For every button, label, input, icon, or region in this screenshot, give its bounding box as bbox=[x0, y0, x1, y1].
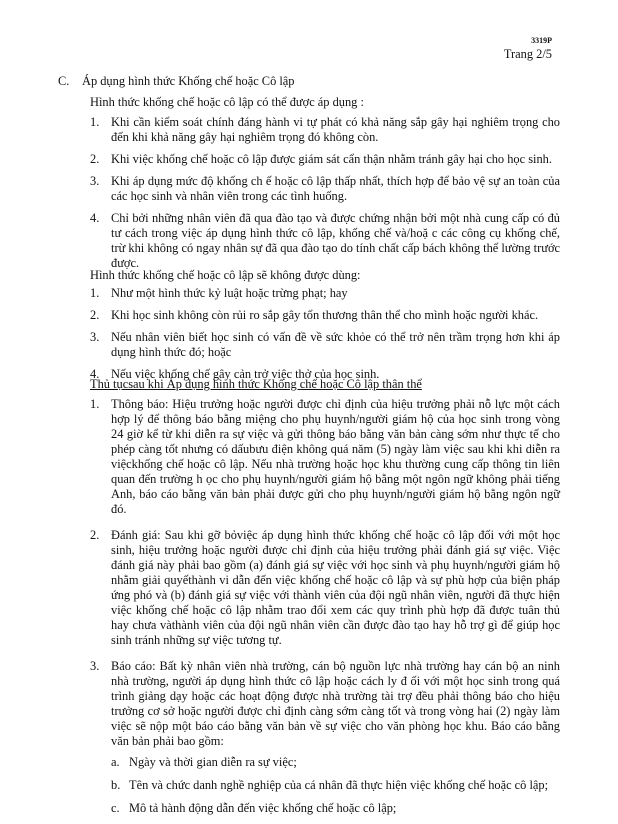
list-item: 1. Như một hình thức kỷ luật hoặc trừng phạt; hay bbox=[90, 286, 348, 300]
list-item: b. Tên và chức danh nghề nghiệp của cá nhân đã thực hiện việc khống chế hoặc cô lập; bbox=[111, 778, 549, 792]
list-item: 2. Đánh giá: Sau khi gỡ bỏviệc áp dụng hình thức khống chế hoặc cô lập đối với một học sinh, hiệu trưởng hoặc người được chỉ định của hiệu trưởng phải đánh giá sự việc. Việc đánh giá này phải bao gồm (a) đánh giá sự việc với học sinh và phụ huynh/người giám hộ nhằm giải quyếthành vi dẫn đến việc khống chế hoặc cô lập và sự phù hợp của biện pháp ứng phó và (b) đánh giá sự việc với thành viên của đội ngũ nhân viên, người đã thực hiện việc khống chế hoặc cô lập nhằm trao đổi xem các quy trình phù hợp đã được tuân thủ hay chưa vàthành viên của đội ngũ nhân viên cần được đào tạo hay hỗ trợ gì để giúp học sinh tránh những sự việc tương tự. bbox=[90, 528, 560, 647]
not-allowed-list bbox=[90, 286, 560, 389]
list-item-text: Khi áp dụng mức độ khống ch ế hoặc cô lập thấp nhất, thích hợp để bảo vệ sự an toàn của các học sinh và nhân viên trong các tình huống. bbox=[111, 174, 560, 203]
list-item-text: Nếu nhân viên biết học sinh có vấn đề về sức khỏe có thể trở nên trầm trọng hơn khi áp dụng hình thức đó; hoặc bbox=[111, 330, 560, 359]
list-item-text: Khi việc khống chế hoặc cô lập được giám sát cẩn thận nhằm tránh gây hại cho học sinh. bbox=[111, 152, 552, 166]
procedure-list bbox=[90, 397, 560, 824]
allowed-list bbox=[90, 115, 560, 278]
list-item-text: Đánh giá: Sau khi gỡ bỏviệc áp dụng hình thức khống chế hoặc cô lập đối với một học sinh, hiệu trưởng hoặc người được chỉ định của hiệu trưởng phải đánh giá sự việc. Việc đánh giá này phải bao gồm (a) đánh giá sự việc với học sinh và phụ huynh/người giám hộ nhằm giải quyếthành vi dẫn đến việc khống chế hoặc cô lập và sự phù hợp của biện pháp ứng phó và (b) đánh giá sự việc với thành viên của đội ngũ nhân viên, người đã thực hiện việc khống chế hoặc cô lập nhằm trao đổi xem các quy trình phù hợp đã được tuân thủ hay chưa vàthành viên của đội ngũ nhân viên cần được đào tạo hay hỗ trợ gì để giúp học sinh tránh những sự việc tương tự. bbox=[111, 528, 560, 647]
list-item-text: Tên và chức danh nghề nghiệp của cá nhân đã thực hiện việc khống chế hoặc cô lập; bbox=[129, 778, 549, 792]
page-number: Trang 2/5 bbox=[503, 47, 552, 61]
list-item-text: Mô tả hành động dẫn đến việc khống chế hoặc cô lập; bbox=[129, 801, 397, 815]
list-item-text: Khi cần kiểm soát chính đáng hành vi tự phát có khả năng sắp gây hại nghiêm trọng cho đến khi khả năng gây hại nghiêm trọng đó không còn. bbox=[111, 115, 560, 144]
document-code: 3319P bbox=[531, 36, 552, 45]
list-item: 3. Báo cáo: Bất kỳ nhân viên nhà trường, cán bộ nguồn lực nhà trường hay cán bộ an ninh nhà trường, người áp dụng hình thức cô lập hoặc cách ly đ ối với một học sinh trong quá trình giảng dạy hoặc các hoạt động được nhà trường tài trợ đều phải thông báo cho hiệu trưởng cơ sở hoặc người được chỉ định càng sớm càng tốt và trong vòng hai (2) ngày làm việc sẽ nộp một báo cáo bằng văn bản về sự việc cho văn phòng học khu. Báo cáo bằng văn bản phải bao gồm: a. Ngày và thời gian diễn ra sự việc; b. Tên và chức danh nghề nghiệp của cá nhân đã thực hiện việc khống chế hoặc cô lập; c. Mô tả hành động dẫn đến việc khống chế hoặc cô lập; bbox=[90, 659, 560, 815]
list-item: 1. Khi cần kiểm soát chính đáng hành vi tự phát có khả năng sắp gây hại nghiêm trọng cho đến khi khả năng gây hại nghiêm trọng đó không còn. bbox=[90, 115, 560, 144]
procedure-heading: Thủ tụcsau khi Áp dụng hình thức Khống chế hoặc Cô lập thân thể bbox=[90, 377, 422, 391]
list-item: 3. Nếu nhân viên biết học sinh có vấn đề về sức khỏe có thể trở nên trầm trọng hơn khi áp dụng hình thức đó; hoặc bbox=[90, 330, 560, 359]
list-item-text: Nếu việc khống chế gây cản trở việc thở của học sinh. bbox=[111, 367, 380, 381]
list-item: 4. Nếu việc khống chế gây cản trở việc thở của học sinh. bbox=[90, 367, 380, 381]
list-item: 2. Khi học sinh không còn rủi ro sắp gây tổn thương thân thể cho mình hoặc người khác. bbox=[90, 308, 539, 322]
report-items-list bbox=[111, 755, 560, 816]
list-item: a. Ngày và thời gian diễn ra sự việc; bbox=[111, 755, 297, 769]
list-item: 2. Khi việc khống chế hoặc cô lập được giám sát cẩn thận nhằm tránh gây hại cho học sinh. bbox=[90, 152, 552, 166]
intro-allowed: Hình thức khống chế hoặc cô lập có thể được áp dụng : bbox=[90, 95, 364, 109]
list-item-text: Thông báo: Hiệu trưởng hoặc người được chỉ định của hiệu trưởng phải nỗ lực một cách hợp lý để thông báo bằng miệng cho phụ huynh/người giám hộ của học sinh trong vòng 24 giờ kể từ khi diễn ra sự việc và gửi thông báo bằng văn bản càng sớm như thực tế cho phép càng tốt nhưng có dấubưu điện không quá năm (5) ngày làm việc sau khi khi diễn ra việckhống chế hoặc cô lập. Nếu nhà trường hoặc học khu thường cung cấp thông tin liên quan đến trường h ọc cho phụ huynh/người giám hộ bằng một ngôn ngữ không phải tiếng Anh, báo cáo bằng văn bản phải được gửi cho phụ huynh/người giám hộ bằng ngôn ngữ đó. bbox=[111, 397, 560, 516]
section-letter: C. bbox=[58, 74, 70, 88]
list-item: c. Mô tả hành động dẫn đến việc khống chế hoặc cô lập; bbox=[111, 801, 397, 815]
list-item-text: Khi học sinh không còn rủi ro sắp gây tổn thương thân thể cho mình hoặc người khác. bbox=[111, 308, 539, 322]
list-item-text: Ngày và thời gian diễn ra sự việc; bbox=[129, 755, 297, 769]
section-heading bbox=[58, 74, 295, 89]
list-item: 3. Khi áp dụng mức độ khống ch ế hoặc cô lập thấp nhất, thích hợp để bảo vệ sự an toàn của các học sinh và nhân viên trong các tình huống. bbox=[90, 174, 560, 203]
section-title-text: Áp dụng hình thức Khống chế hoặc Cô lập bbox=[82, 74, 295, 88]
intro-not-allowed: Hình thức khống chế hoặc cô lập sẽ không được dùng: bbox=[90, 268, 361, 282]
list-item: 1. Thông báo: Hiệu trưởng hoặc người được chỉ định của hiệu trưởng phải nỗ lực một cách hợp lý để thông báo bằng miệng cho phụ huynh/người giám hộ của học sinh trong vòng 24 giờ kể từ khi diễn ra sự việc và gửi thông báo bằng văn bản càng sớm như thực tế cho phép càng tốt nhưng có dấubưu điện không quá năm (5) ngày làm việc sau khi khi diễn ra việckhống chế hoặc cô lập. Nếu nhà trường hoặc học khu thường cung cấp thông tin liên quan đến trường h ọc cho phụ huynh/người giám hộ bằng một ngôn ngữ không phải tiếng Anh, báo cáo bằng văn bản phải được gửi cho phụ huynh/người giám hộ bằng ngôn ngữ đó. bbox=[90, 397, 560, 516]
list-item-text: Báo cáo: Bất kỳ nhân viên nhà trường, cán bộ nguồn lực nhà trường hay cán bộ an ninh nhà trường, người áp dụng hình thức cô lập hoặc cách ly đ ối với một học sinh trong quá trình giảng dạy hoặc các hoạt động được nhà trường tài trợ đều phải thông báo cho hiệu trưởng cơ sở hoặc người được chỉ định càng sớm càng tốt và trong vòng hai (2) ngày làm việc sẽ nộp một báo cáo bằng văn bản về sự việc cho văn phòng học khu. Báo cáo bằng văn bản phải bao gồm: bbox=[111, 659, 560, 748]
list-item: 4. Chỉ bởi những nhân viên đã qua đào tạo và được chứng nhận bởi một nhà cung cấp có đủ tư cách trong việc áp dụng hình thức cô lập, khống chế và/hoặ c các công cụ khống chế, trừ khi không có ngay nhân sự đã qua đào tạo do tính chất cấp bách không thể lường trước được. bbox=[90, 211, 560, 270]
list-item-text: Như một hình thức kỷ luật hoặc trừng phạt; hay bbox=[111, 286, 348, 300]
list-item-text: Chỉ bởi những nhân viên đã qua đào tạo và được chứng nhận bởi một nhà cung cấp có đủ tư cách trong việc áp dụng hình thức cô lập, khống chế và/hoặ c các công cụ khống chế, trừ khi không có ngay nhân sự đã qua đào tạo do tính chất cấp bách không thể lường trước được. bbox=[111, 211, 560, 270]
